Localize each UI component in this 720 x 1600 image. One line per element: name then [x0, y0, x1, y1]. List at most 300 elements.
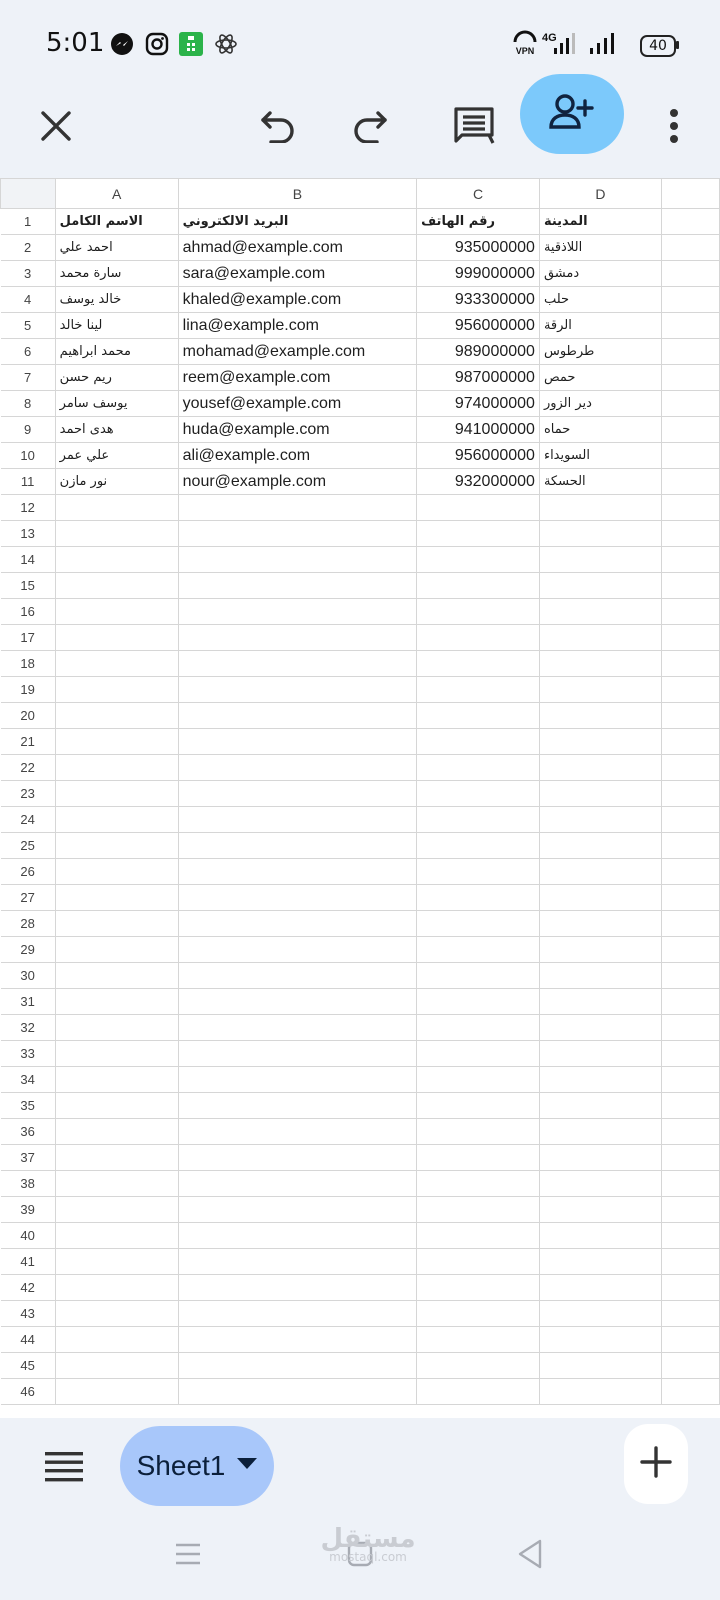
cell-d24[interactable] — [539, 807, 661, 833]
cell-e11[interactable] — [661, 469, 719, 495]
cell-d16[interactable] — [539, 599, 661, 625]
undo-button[interactable] — [248, 98, 308, 158]
row-header[interactable]: 14 — [1, 547, 56, 573]
cell-d39[interactable] — [539, 1197, 661, 1223]
cell-c5[interactable]: 956000000 — [417, 313, 540, 339]
cell-c20[interactable] — [417, 703, 540, 729]
cell-c32[interactable] — [417, 1015, 540, 1041]
cell-b7[interactable]: reem@example.com — [178, 365, 416, 391]
cell-c7[interactable]: 987000000 — [417, 365, 540, 391]
row-header[interactable]: 8 — [1, 391, 56, 417]
cell-e19[interactable] — [661, 677, 719, 703]
cell-a3[interactable]: سارة محمد — [55, 261, 178, 287]
cell-e5[interactable] — [661, 313, 719, 339]
more-vert-icon — [668, 108, 680, 149]
cell-c28[interactable] — [417, 911, 540, 937]
row-header[interactable]: 23 — [1, 781, 56, 807]
cell-d3[interactable]: دمشق — [539, 261, 661, 287]
cell-d29[interactable] — [539, 937, 661, 963]
cell-c41[interactable] — [417, 1249, 540, 1275]
cell-b42[interactable] — [178, 1275, 416, 1301]
column-header-c[interactable]: C — [417, 179, 540, 209]
cell-a37[interactable] — [55, 1145, 178, 1171]
cell-c29[interactable] — [417, 937, 540, 963]
cell-c19[interactable] — [417, 677, 540, 703]
row-header[interactable]: 12 — [1, 495, 56, 521]
cell-d14[interactable] — [539, 547, 661, 573]
row-header[interactable]: 16 — [1, 599, 56, 625]
sheet-list-icon — [45, 1452, 83, 1487]
cell-c25[interactable] — [417, 833, 540, 859]
cell-a5[interactable]: لينا خالد — [55, 313, 178, 339]
column-header-d[interactable]: D — [539, 179, 661, 209]
cell-a43[interactable] — [55, 1301, 178, 1327]
cell-a10[interactable]: علي عمر — [55, 443, 178, 469]
cell-a4[interactable]: خالد يوسف — [55, 287, 178, 313]
cell-d25[interactable] — [539, 833, 661, 859]
sheet-tab-sheet1[interactable] — [120, 1426, 274, 1506]
cell-d15[interactable] — [539, 573, 661, 599]
cell-e4[interactable] — [661, 287, 719, 313]
cell-e8[interactable] — [661, 391, 719, 417]
cell-a38[interactable] — [55, 1171, 178, 1197]
cell-b35[interactable] — [178, 1093, 416, 1119]
cell-c30[interactable] — [417, 963, 540, 989]
cell-e29[interactable] — [661, 937, 719, 963]
cell-a41[interactable] — [55, 1249, 178, 1275]
cell-a44[interactable] — [55, 1327, 178, 1353]
cell-e46[interactable] — [661, 1379, 719, 1405]
cell-b23[interactable] — [178, 781, 416, 807]
cell-c40[interactable] — [417, 1223, 540, 1249]
cell-e14[interactable] — [661, 547, 719, 573]
cell-d8[interactable]: دير الزور — [539, 391, 661, 417]
row-header[interactable]: 20 — [1, 703, 56, 729]
cell-a31[interactable] — [55, 989, 178, 1015]
cell-b43[interactable] — [178, 1301, 416, 1327]
row-header[interactable]: 6 — [1, 339, 56, 365]
cell-e38[interactable] — [661, 1171, 719, 1197]
cell-e1[interactable] — [661, 209, 719, 235]
cell-c34[interactable] — [417, 1067, 540, 1093]
cell-a1[interactable]: الاسم الكامل — [55, 209, 178, 235]
row-header[interactable]: 18 — [1, 651, 56, 677]
cell-d13[interactable] — [539, 521, 661, 547]
cell-c4[interactable]: 933300000 — [417, 287, 540, 313]
cell-d34[interactable] — [539, 1067, 661, 1093]
cell-b33[interactable] — [178, 1041, 416, 1067]
cell-c31[interactable] — [417, 989, 540, 1015]
cell-a19[interactable] — [55, 677, 178, 703]
cell-e3[interactable] — [661, 261, 719, 287]
cell-a13[interactable] — [55, 521, 178, 547]
cell-a14[interactable] — [55, 547, 178, 573]
cell-b21[interactable] — [178, 729, 416, 755]
cell-e28[interactable] — [661, 911, 719, 937]
row-header[interactable]: 36 — [1, 1119, 56, 1145]
table-row — [1, 1171, 720, 1197]
cell-d27[interactable] — [539, 885, 661, 911]
cell-c13[interactable] — [417, 521, 540, 547]
cell-e9[interactable] — [661, 417, 719, 443]
table-row — [1, 391, 720, 417]
row-header[interactable]: 21 — [1, 729, 56, 755]
row-header[interactable]: 45 — [1, 1353, 56, 1379]
cell-b31[interactable] — [178, 989, 416, 1015]
row-header[interactable]: 25 — [1, 833, 56, 859]
recent-apps-button[interactable] — [168, 1536, 208, 1576]
cell-d10[interactable]: السويداء — [539, 443, 661, 469]
cell-b26[interactable] — [178, 859, 416, 885]
cell-a15[interactable] — [55, 573, 178, 599]
cell-c17[interactable] — [417, 625, 540, 651]
row-header[interactable]: 37 — [1, 1145, 56, 1171]
cell-d38[interactable] — [539, 1171, 661, 1197]
cell-a34[interactable] — [55, 1067, 178, 1093]
cell-e21[interactable] — [661, 729, 719, 755]
cell-d35[interactable] — [539, 1093, 661, 1119]
cell-a45[interactable] — [55, 1353, 178, 1379]
cell-b18[interactable] — [178, 651, 416, 677]
cell-d23[interactable] — [539, 781, 661, 807]
cell-c46[interactable] — [417, 1379, 540, 1405]
cell-e25[interactable] — [661, 833, 719, 859]
cell-d4[interactable]: حلب — [539, 287, 661, 313]
cell-b29[interactable] — [178, 937, 416, 963]
cell-d44[interactable] — [539, 1327, 661, 1353]
cell-c43[interactable] — [417, 1301, 540, 1327]
cell-d1[interactable]: المدينة — [539, 209, 661, 235]
cell-a18[interactable] — [55, 651, 178, 677]
cell-b41[interactable] — [178, 1249, 416, 1275]
cell-e26[interactable] — [661, 859, 719, 885]
cell-b24[interactable] — [178, 807, 416, 833]
cell-a35[interactable] — [55, 1093, 178, 1119]
row-header[interactable]: 39 — [1, 1197, 56, 1223]
cell-c45[interactable] — [417, 1353, 540, 1379]
cell-a29[interactable] — [55, 937, 178, 963]
cell-d32[interactable] — [539, 1015, 661, 1041]
cell-d7[interactable]: حمص — [539, 365, 661, 391]
add-sheet-button[interactable] — [624, 1424, 688, 1504]
cell-a24[interactable] — [55, 807, 178, 833]
column-header-e[interactable] — [661, 179, 719, 209]
cell-d19[interactable] — [539, 677, 661, 703]
more-options-button[interactable] — [644, 98, 704, 158]
cell-d37[interactable] — [539, 1145, 661, 1171]
signal-4g-icon — [540, 30, 576, 61]
cell-a9[interactable]: هدى احمد — [55, 417, 178, 443]
row-header[interactable]: 17 — [1, 625, 56, 651]
row-header[interactable]: 11 — [1, 469, 56, 495]
column-header-a[interactable]: A — [55, 179, 178, 209]
cell-e13[interactable] — [661, 521, 719, 547]
cell-c35[interactable] — [417, 1093, 540, 1119]
cell-d20[interactable] — [539, 703, 661, 729]
row-header[interactable]: 34 — [1, 1067, 56, 1093]
row-header[interactable]: 24 — [1, 807, 56, 833]
cell-b15[interactable] — [178, 573, 416, 599]
cell-c9[interactable]: 941000000 — [417, 417, 540, 443]
cell-b40[interactable] — [178, 1223, 416, 1249]
cell-c23[interactable] — [417, 781, 540, 807]
row-header[interactable]: 32 — [1, 1015, 56, 1041]
cell-e45[interactable] — [661, 1353, 719, 1379]
cell-b32[interactable] — [178, 1015, 416, 1041]
row-header[interactable]: 31 — [1, 989, 56, 1015]
cell-c1[interactable]: رقم الهاتف — [417, 209, 540, 235]
cell-e44[interactable] — [661, 1327, 719, 1353]
cell-a20[interactable] — [55, 703, 178, 729]
cell-d36[interactable] — [539, 1119, 661, 1145]
row-header[interactable]: 38 — [1, 1171, 56, 1197]
cell-e20[interactable] — [661, 703, 719, 729]
row-header[interactable]: 9 — [1, 417, 56, 443]
row-header[interactable]: 22 — [1, 755, 56, 781]
cell-d18[interactable] — [539, 651, 661, 677]
cell-a27[interactable] — [55, 885, 178, 911]
row-header[interactable]: 13 — [1, 521, 56, 547]
cell-e23[interactable] — [661, 781, 719, 807]
cell-a22[interactable] — [55, 755, 178, 781]
cell-a46[interactable] — [55, 1379, 178, 1405]
cell-d9[interactable]: حماه — [539, 417, 661, 443]
row-header[interactable]: 42 — [1, 1275, 56, 1301]
row-header[interactable]: 2 — [1, 235, 56, 261]
row-header[interactable]: 44 — [1, 1327, 56, 1353]
cell-e10[interactable] — [661, 443, 719, 469]
column-header-b[interactable]: B — [178, 179, 416, 209]
cell-c24[interactable] — [417, 807, 540, 833]
cell-b17[interactable] — [178, 625, 416, 651]
row-header[interactable]: 43 — [1, 1301, 56, 1327]
cell-c15[interactable] — [417, 573, 540, 599]
cell-a25[interactable] — [55, 833, 178, 859]
cell-d21[interactable] — [539, 729, 661, 755]
row-header[interactable]: 10 — [1, 443, 56, 469]
cell-c14[interactable] — [417, 547, 540, 573]
cell-b34[interactable] — [178, 1067, 416, 1093]
cell-b28[interactable] — [178, 911, 416, 937]
cell-c37[interactable] — [417, 1145, 540, 1171]
cell-d41[interactable] — [539, 1249, 661, 1275]
cell-d46[interactable] — [539, 1379, 661, 1405]
cell-b46[interactable] — [178, 1379, 416, 1405]
cell-c10[interactable]: 956000000 — [417, 443, 540, 469]
row-header[interactable]: 19 — [1, 677, 56, 703]
back-button[interactable] — [510, 1536, 550, 1576]
cell-a26[interactable] — [55, 859, 178, 885]
cell-b27[interactable] — [178, 885, 416, 911]
cell-d17[interactable] — [539, 625, 661, 651]
row-header[interactable]: 29 — [1, 937, 56, 963]
cell-e32[interactable] — [661, 1015, 719, 1041]
cell-a36[interactable] — [55, 1119, 178, 1145]
select-all-corner[interactable] — [1, 179, 56, 209]
cell-b12[interactable] — [178, 495, 416, 521]
cell-c21[interactable] — [417, 729, 540, 755]
cell-a8[interactable]: يوسف سامر — [55, 391, 178, 417]
row-header[interactable]: 33 — [1, 1041, 56, 1067]
cell-e30[interactable] — [661, 963, 719, 989]
row-header[interactable]: 46 — [1, 1379, 56, 1405]
comments-button[interactable] — [444, 98, 504, 158]
cell-a6[interactable]: محمد ابراهيم — [55, 339, 178, 365]
cell-b22[interactable] — [178, 755, 416, 781]
cell-d42[interactable] — [539, 1275, 661, 1301]
cell-b5[interactable]: lina@example.com — [178, 313, 416, 339]
cell-d22[interactable] — [539, 755, 661, 781]
row-header[interactable]: 15 — [1, 573, 56, 599]
cell-a12[interactable] — [55, 495, 178, 521]
cell-e35[interactable] — [661, 1093, 719, 1119]
cell-d45[interactable] — [539, 1353, 661, 1379]
cell-d31[interactable] — [539, 989, 661, 1015]
cell-b11[interactable]: nour@example.com — [178, 469, 416, 495]
cell-b1[interactable]: البريد الالكتروني — [178, 209, 416, 235]
row-header[interactable]: 5 — [1, 313, 56, 339]
cell-b39[interactable] — [178, 1197, 416, 1223]
row-header[interactable]: 40 — [1, 1223, 56, 1249]
cell-e24[interactable] — [661, 807, 719, 833]
cell-e15[interactable] — [661, 573, 719, 599]
cell-c2[interactable]: 935000000 — [417, 235, 540, 261]
cell-b30[interactable] — [178, 963, 416, 989]
cell-a17[interactable] — [55, 625, 178, 651]
cell-e16[interactable] — [661, 599, 719, 625]
cell-e12[interactable] — [661, 495, 719, 521]
cell-a21[interactable] — [55, 729, 178, 755]
cell-e27[interactable] — [661, 885, 719, 911]
row-header[interactable]: 26 — [1, 859, 56, 885]
cell-e18[interactable] — [661, 651, 719, 677]
cell-e22[interactable] — [661, 755, 719, 781]
cell-b38[interactable] — [178, 1171, 416, 1197]
cell-e34[interactable] — [661, 1067, 719, 1093]
cell-b6[interactable]: mohamad@example.com — [178, 339, 416, 365]
spreadsheet-grid[interactable] — [0, 178, 720, 1418]
cell-b8[interactable]: yousef@example.com — [178, 391, 416, 417]
cell-d5[interactable]: الرقة — [539, 313, 661, 339]
cell-a30[interactable] — [55, 963, 178, 989]
cell-d28[interactable] — [539, 911, 661, 937]
cell-b2[interactable]: ahmad@example.com — [178, 235, 416, 261]
cell-e33[interactable] — [661, 1041, 719, 1067]
cell-d33[interactable] — [539, 1041, 661, 1067]
close-button[interactable] — [26, 98, 86, 158]
cell-a11[interactable]: نور مازن — [55, 469, 178, 495]
cell-c18[interactable] — [417, 651, 540, 677]
cell-b3[interactable]: sara@example.com — [178, 261, 416, 287]
cell-e2[interactable] — [661, 235, 719, 261]
cell-b14[interactable] — [178, 547, 416, 573]
cell-b20[interactable] — [178, 703, 416, 729]
cell-b36[interactable] — [178, 1119, 416, 1145]
row-header[interactable]: 28 — [1, 911, 56, 937]
table-row — [1, 1327, 720, 1353]
cell-b37[interactable] — [178, 1145, 416, 1171]
cell-c12[interactable] — [417, 495, 540, 521]
cell-e43[interactable] — [661, 1301, 719, 1327]
cell-b45[interactable] — [178, 1353, 416, 1379]
row-header[interactable]: 3 — [1, 261, 56, 287]
cell-a2[interactable]: احمد علي — [55, 235, 178, 261]
cell-c42[interactable] — [417, 1275, 540, 1301]
cell-e36[interactable] — [661, 1119, 719, 1145]
cell-a28[interactable] — [55, 911, 178, 937]
cell-a40[interactable] — [55, 1223, 178, 1249]
cell-c3[interactable]: 999000000 — [417, 261, 540, 287]
cell-c22[interactable] — [417, 755, 540, 781]
cell-e37[interactable] — [661, 1145, 719, 1171]
cell-c27[interactable] — [417, 885, 540, 911]
row-header[interactable]: 30 — [1, 963, 56, 989]
share-button[interactable] — [520, 74, 624, 154]
cell-e39[interactable] — [661, 1197, 719, 1223]
row-header[interactable]: 41 — [1, 1249, 56, 1275]
cell-b9[interactable]: huda@example.com — [178, 417, 416, 443]
cell-c6[interactable]: 989000000 — [417, 339, 540, 365]
cell-a16[interactable] — [55, 599, 178, 625]
redo-button[interactable] — [340, 98, 400, 158]
cell-d6[interactable]: طرطوس — [539, 339, 661, 365]
row-header[interactable]: 4 — [1, 287, 56, 313]
cell-c11[interactable]: 932000000 — [417, 469, 540, 495]
cell-d11[interactable]: الحسكة — [539, 469, 661, 495]
cell-c16[interactable] — [417, 599, 540, 625]
cell-c33[interactable] — [417, 1041, 540, 1067]
row-header[interactable]: 7 — [1, 365, 56, 391]
cell-b44[interactable] — [178, 1327, 416, 1353]
cell-b10[interactable]: ali@example.com — [178, 443, 416, 469]
row-header[interactable]: 27 — [1, 885, 56, 911]
cell-d2[interactable]: اللاذقية — [539, 235, 661, 261]
cell-a7[interactable]: ريم حسن — [55, 365, 178, 391]
cell-b13[interactable] — [178, 521, 416, 547]
cell-e41[interactable] — [661, 1249, 719, 1275]
cell-d12[interactable] — [539, 495, 661, 521]
cell-b4[interactable]: khaled@example.com — [178, 287, 416, 313]
cell-a23[interactable] — [55, 781, 178, 807]
cell-d26[interactable] — [539, 859, 661, 885]
cell-e6[interactable] — [661, 339, 719, 365]
cell-b19[interactable] — [178, 677, 416, 703]
row-header[interactable]: 1 — [1, 209, 56, 235]
cell-c8[interactable]: 974000000 — [417, 391, 540, 417]
cell-c44[interactable] — [417, 1327, 540, 1353]
cell-a42[interactable] — [55, 1275, 178, 1301]
cell-d30[interactable] — [539, 963, 661, 989]
cell-e42[interactable] — [661, 1275, 719, 1301]
cell-c26[interactable] — [417, 859, 540, 885]
cell-c36[interactable] — [417, 1119, 540, 1145]
cell-a32[interactable] — [55, 1015, 178, 1041]
cell-e40[interactable] — [661, 1223, 719, 1249]
cell-c38[interactable] — [417, 1171, 540, 1197]
cell-d40[interactable] — [539, 1223, 661, 1249]
cell-d43[interactable] — [539, 1301, 661, 1327]
cell-b16[interactable] — [178, 599, 416, 625]
cell-e31[interactable] — [661, 989, 719, 1015]
cell-a33[interactable] — [55, 1041, 178, 1067]
row-header[interactable]: 35 — [1, 1093, 56, 1119]
all-sheets-button[interactable] — [36, 1444, 92, 1494]
cell-e7[interactable] — [661, 365, 719, 391]
cell-e17[interactable] — [661, 625, 719, 651]
cell-a39[interactable] — [55, 1197, 178, 1223]
cell-c39[interactable] — [417, 1197, 540, 1223]
cell-b25[interactable] — [178, 833, 416, 859]
